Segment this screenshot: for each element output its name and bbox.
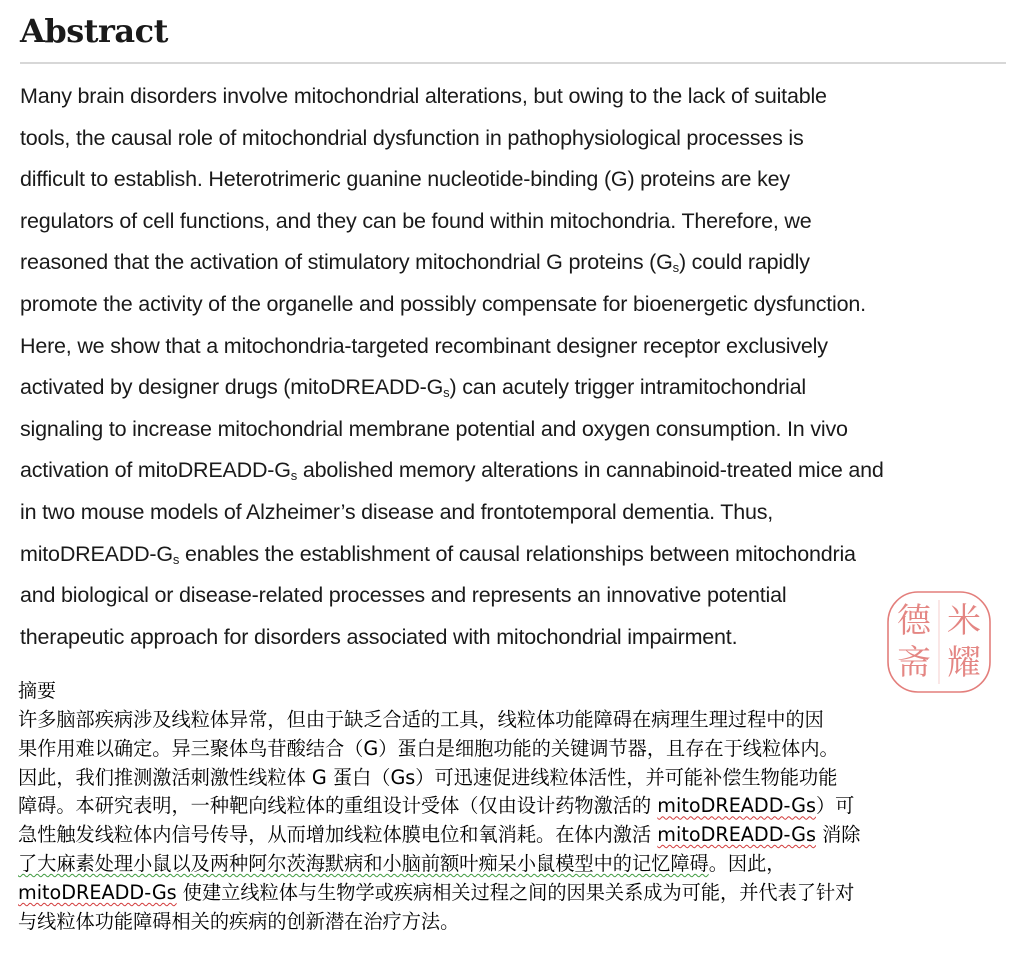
abstract-en-line-3: difficult to establish. Heterotrimeric guanine nucleotide-binding (G) proteins are key <box>20 167 790 192</box>
svg-text:斋: 斋 <box>897 643 931 683</box>
abstract-en-line-9: signaling to increase mitochondrial membrane potential and oxygen consumption. In vivo <box>20 416 848 441</box>
abstract-en-line-5: reasoned that the activation of stimulatory mitochondrial G proteins $(G_s)$ could rapidly <box>20 250 810 276</box>
abstract-en-line-12: mitoDREADD-$G_s$ enables the establishment of causal relationships between mitochondria <box>20 541 856 567</box>
abstract-en-line-11: in two mouse models of Alzheimer’s disease and frontotemporal dementia. Thus, <box>20 499 774 524</box>
grammar-underlined-text: 了大麻素处理小鼠以及两种阿尔茨海默病和小脑前额叶痴呆小鼠模型中的记忆障碍 <box>18 851 709 875</box>
subscript-s: s <box>443 385 450 401</box>
abstract-en-line-7: Here, we show that a mitochondria-targeted recombinant designer receptor exclusively <box>20 333 828 358</box>
abstract-en-line-2: tools, the causal role of mitochondrial dysfunction in pathophysiological processes is <box>20 125 804 150</box>
abstract-en-line-14: therapeutic approach for disorders associated with mitochondrial impairment. <box>20 624 738 649</box>
abstract-english <box>20 76 1010 658</box>
red-seal-stamp <box>884 586 994 696</box>
abstract-zh-line-7: mitoDREADD-Gs 使建立线粒体与生物学或疾病相关过程之间的因果关系成为可能，并代表了针对 <box>18 880 855 904</box>
abstract-zh-line-6: 了大麻素处理小鼠以及两种阿尔茨海默病和小脑前额叶痴呆小鼠模型中的记忆障碍。因此， <box>18 851 786 875</box>
heading-divider <box>20 62 1006 64</box>
abstract-zh-line-1: 许多脑部疾病涉及线粒体异常，但由于缺乏合适的工具，线粒体功能障碍在病理生理过程中的因 <box>18 708 824 731</box>
abstract-en-line-4: regulators of cell functions, and they can be found within mitochondria. Therefore, we <box>20 208 812 233</box>
abstract-zh-line-2: 果作用难以确定。异三聚体鸟苷酸结合（G）蛋白是细胞功能的关键调节器，且存在于线粒体内。 <box>18 736 839 760</box>
abstract-zh-line-3: 因此，我们推测激活刺激性线粒体 G 蛋白（Gs）可迅速促进线粒体活性，并可能补偿生物能功能 <box>18 765 838 789</box>
subscript-s: s <box>172 551 180 567</box>
abstract-heading: Abstract <box>20 12 168 50</box>
spellcheck-underlined-term: mitoDREADD-Gs <box>18 880 177 904</box>
abstract-zh-line-8: 与线粒体功能障碍相关的疾病的创新潜在治疗方法。 <box>18 909 460 933</box>
chinese-abstract-heading: 摘要 <box>18 680 57 702</box>
spellcheck-underlined-term: mitoDREADD-Gs <box>657 823 816 847</box>
abstract-en-line-10: activation of mitoDREADD-$G_s$ abolished memory alterations in cannabinoid-treated mice and <box>20 458 884 484</box>
spellcheck-underlined-term: mitoDREADD-Gs <box>657 794 816 818</box>
abstract-zh-line-5: 急性触发线粒体内信号传导，从而增加线粒体膜电位和氧消耗。在体内激活 mitoDREADD-Gs 消除 <box>18 823 861 847</box>
abstract-en-line-1: Many brain disorders involve mitochondrial alterations, but owing to the lack of suitable <box>20 84 827 108</box>
subscript-s: s <box>290 468 298 484</box>
abstract-en-line-13: and biological or disease-related processes and represents an innovative potential <box>20 583 787 608</box>
svg-text:耀: 耀 <box>947 643 981 683</box>
svg-text:米: 米 <box>947 601 981 641</box>
abstract-en-line-6: promote the activity of the organelle and possibly compensate for bioenergetic dysfunction. <box>20 291 866 316</box>
subscript-s: s <box>672 260 679 276</box>
svg-text:德: 德 <box>897 601 931 641</box>
abstract-en-line-8: activated by designer drugs $(mitoDREADD-G_s)$ can acutely trigger intramitochondrial <box>20 375 806 401</box>
abstract-chinese <box>18 706 1022 936</box>
abstract-zh-line-4: 障碍。本研究表明，一种靶向线粒体的重组设计受体（仅由设计药物激活的 mitoDREADD-Gs）可 <box>18 794 855 818</box>
